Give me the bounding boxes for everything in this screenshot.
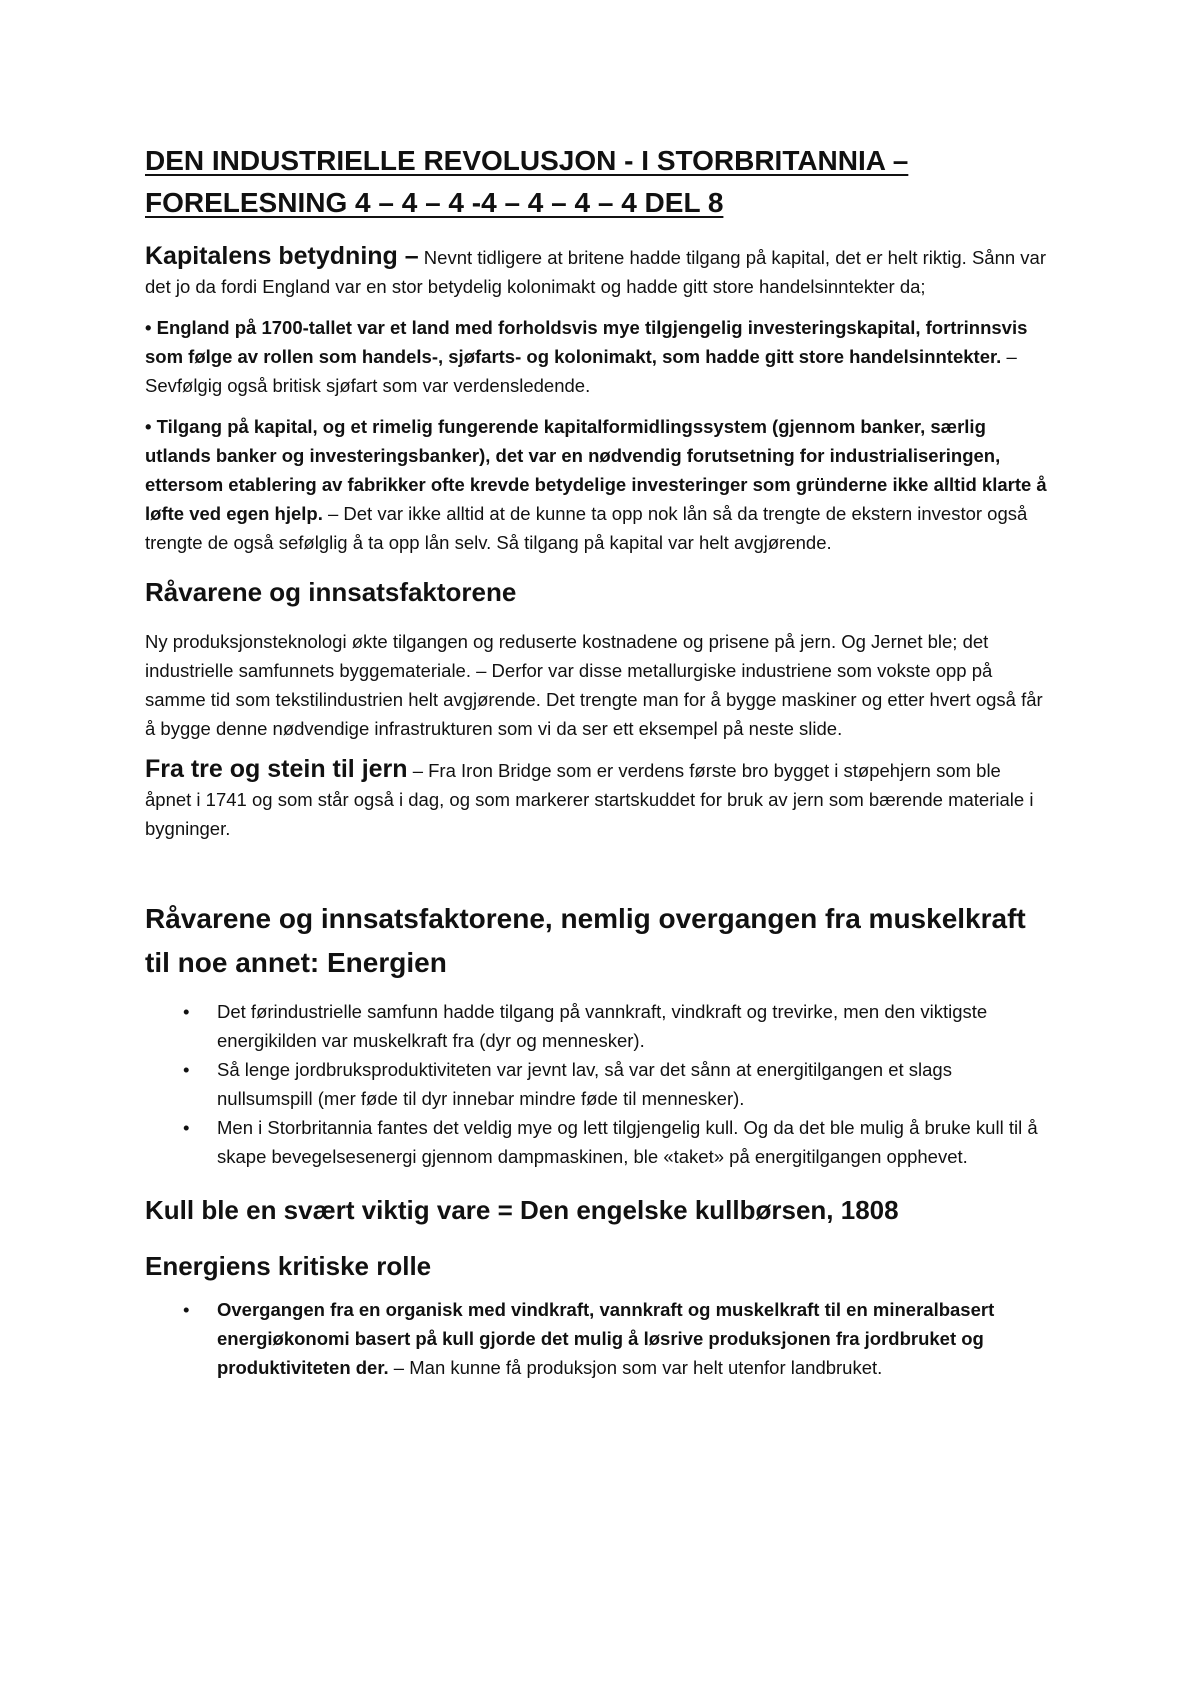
kapital-bullet-2-rest: – Det var ikke alltid at de kunne ta opp nok lån så da trengte de ekstern investor også trengte de også sefølglig å ta opp lån selv. Så tilgang på kapital var helt avgjørende.: [145, 503, 1028, 553]
raavarer-heading: Råvarene og innsatsfaktorene: [145, 577, 517, 607]
kapital-bullet-1-rest: – Sevfølgig også britisk sjøfart som var verdensledende.: [145, 346, 1017, 396]
kapital-heading: Kapitalens betydning –: [145, 242, 419, 270]
raavarer-text: Ny produksjonsteknologi økte tilgangen og reduserte kostnadene og prisene på jern. Og Jernet ble; det industrielle samfunnets byggemateriale. – Derfor var disse metallurgiske industriene som vokste opp på samme tid som tekstilindustrien helt avgjørende. Det trengte man for å bygge maskiner og etter hvert også får å bygge denne nødvendige infrastrukturen som vi da ser ett eksempel på neste slide.: [145, 631, 1043, 739]
kapital-bullet-2-bold: • Tilgang på kapital, og et rimelig fungerende kapitalformidlingssystem (gjennom banker, særlig utlands banker og investeringsbanker), det var en nødvendig forutsetning for industrialiseringen, ettersom etablering av fabrikker ofte krevde betydelige investeringer som gründerne ikke alltid klarte å løfte ved egen hjelp.: [145, 416, 1047, 524]
kapital-bullet-1: [145, 313, 1050, 400]
bullet-icon: •: [183, 1059, 190, 1080]
bullet-icon: •: [183, 1001, 190, 1022]
list-item: [145, 1055, 1050, 1113]
kritisk-heading: Energiens kritiske rolle: [145, 1251, 432, 1281]
document-title: [145, 140, 1050, 224]
kritisk-bullet-bold: Overgangen fra en organisk med vindkraft, vannkraft og muskelkraft til en mineralbasert energiøkonomi basert på kull gjorde det mulig å løsrive produksjonen fra jordbruket og produktiviteten der.: [217, 1299, 995, 1378]
kritisk-bullet-list: [145, 1295, 1050, 1382]
energi-heading: Råvarene og innsatsfaktorene, nemlig overgangen fra muskelkraft til noe annet: Energien: [145, 903, 1026, 978]
list-item: [145, 1295, 1050, 1382]
bullet-icon: •: [183, 1299, 190, 1320]
document-body: [145, 140, 1050, 1382]
list-item: [145, 997, 1050, 1055]
title-line-1: DEN INDUSTRIELLE REVOLUSJON - I STORBRITANNIA –: [145, 145, 909, 176]
kapital-bullet-2: [145, 412, 1050, 557]
list-item: [145, 1113, 1050, 1171]
jern-paragraph: [145, 755, 1050, 843]
list-item-text: Men i Storbritannia fantes det veldig mye og lett tilgjengelig kull. Og da det ble mulig å bruke kull til å skape bevegelsesenergi gjennom dampmaskinen, ble «taket» på energitilgangen opphevet.: [217, 1117, 1038, 1167]
kapital-paragraph: [145, 242, 1050, 301]
kapital-bullet-1-bold: • England på 1700-tallet var et land med forholdsvis mye tilgjengelig investeringskapital, fortrinnsvis som følge av rollen som handels-, sjøfarts- og kolonimakt, som hadde gitt store handelsinntekter.: [145, 317, 1028, 367]
bullet-icon: •: [183, 1117, 190, 1138]
list-item-text: Så lenge jordbruksproduktiviteten var jevnt lav, så var det sånn at energitilgangen et slags nullsumspill (mer føde til dyr innebar mindre føde til mennesker).: [217, 1059, 952, 1109]
kritisk-bullet-rest: – Man kunne få produksjon som var helt utenfor landbruket.: [388, 1357, 883, 1378]
jern-heading: Fra tre og stein til jern: [145, 755, 408, 783]
kull-heading: Kull ble en svært viktig vare = Den engelske kullbørsen, 1808: [145, 1195, 899, 1225]
kapital-text: Nevnt tidligere at britene hadde tilgang på kapital, det er helt riktig. Sånn var det jo da fordi England var en stor betydelig kolonimakt og hadde gitt store handelsinntekter da;: [145, 247, 1046, 297]
list-item-text: Det førindustrielle samfunn hadde tilgang på vannkraft, vindkraft og trevirke, men den viktigste energikilden var muskelkraft fra (dyr og mennesker).: [217, 1001, 988, 1051]
title-line-2: FORELESNING 4 – 4 – 4 -4 – 4 – 4 – 4 DEL 8: [145, 187, 724, 218]
energi-bullet-list: [145, 997, 1050, 1171]
jern-text: – Fra Iron Bridge som er verdens første bro bygget i støpehjern som ble åpnet i 1741 og som står også i dag, og som markerer startskuddet for bruk av jern som bærende materiale i bygninger.: [145, 760, 1034, 839]
